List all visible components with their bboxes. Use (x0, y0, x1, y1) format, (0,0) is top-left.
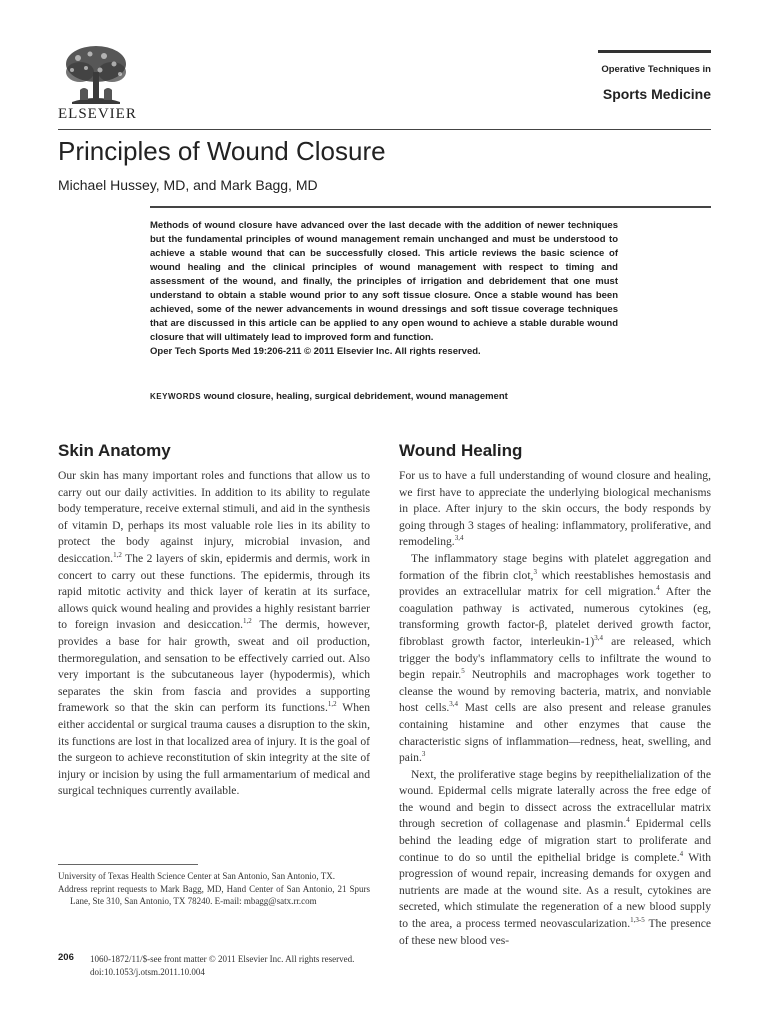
text-run: When either accidental or surgical trauma causes a disruption to the skin, its functions are lost in that localized area of injury. It is the goal of the surgeon to achieve reconstitution of skin integrity at the site of injury or incision by using the full armamentarium of medical and surgical techniques currently available. (58, 701, 370, 798)
text-run: Next, the proliferative stage begins by reepithelialization of the wound. Epidermal cells migrate laterally across the free edge of the wound and begin to dissect across the extracellular matrix through secretion of collagenase and plasmin. (399, 767, 711, 831)
citation-ref: 4 (626, 816, 630, 825)
text-run: are released, which trigger the body's inflammatory cells to infiltrate the wound to begin repair. (399, 634, 711, 682)
text-run: The inflammatory stage begins with platelet aggregation and formation of the fibrin clot, (399, 551, 711, 582)
citation-ref: 3,4 (594, 634, 603, 643)
citation-ref: 3,4 (449, 700, 458, 709)
journal-name-line1: Operative Techniques in (601, 64, 711, 75)
abstract-rule (150, 206, 711, 208)
article-title: Principles of Wound Closure (58, 136, 386, 166)
text-run: Our skin has many important roles and functions that allow us to carry out our daily activities. In addition to its ability to regulate body temperature, receive external stimuli, and aid in the synthesis of vitamin D, perhaps its most valuable role lies in its ability to protect the body against injury, microbial invasion, and desiccation. (58, 469, 370, 565)
header-divider (58, 129, 711, 130)
citation-ref: 1,2 (327, 700, 337, 709)
text-run: After the coagulation pathway is activated, numerous cytokines (eg, transforming growth factor-β, platelet derived growth factor, fibroblast growth factor, interleukin-1) (399, 585, 711, 648)
citation-ref: 3,4 (454, 534, 464, 543)
journal-name-line2: Sports Medicine (602, 86, 711, 102)
paragraph-proliferative-stage (399, 767, 711, 950)
text-run: Mast cells are also present and release granules containing histamine and other enzymes that cause the characteristic signs of inflammation—redness, heat, swelling, and pain. (399, 701, 711, 765)
text-run: Neutrophils and macrophages work together to cleanse the wound by removing bacteria, matrix, and nonviable host cells. (399, 668, 711, 715)
citation-line: Oper Tech Sports Med 19:206-211 © 2011 Elsevier Inc. All rights reserved. (150, 346, 481, 357)
text-run: For us to have a full understanding of wound closure and healing, we first have to appreciate the underlying biological mechanisms in place. After injury to the skin occurs, the body responds by going through 3 stages of healing: inflammatory, proliferative, and remodeling. (399, 469, 711, 549)
citation-ref: 4 (656, 584, 660, 593)
citation-ref: 5 (461, 667, 465, 676)
abstract-text: Methods of wound closure have advanced over the last decade with the addition of newer techniques but the fundamental principles of wound management remain unchanged and must be understood to achieve a stable wound that can be successfully closed. This article reviews the basic science of wound healing and the clinical principles of wound management with respect to timing and assessment of the wound, and finally, the principles of irrigation and debridement that one must understand to obtain a stable wound prior to any soft tissue closure. Once a stable wound has been achieved, some of the newer advancements in wound dressings and soft tissue coverage techniques that are discussed in this article can be applied to any open wound to achieve a stable durable wound closure that will ultimately lead to improved form and function. (150, 220, 618, 343)
citation-ref: 4 (679, 849, 684, 858)
text-run: The dermis, however, provides a base for hair growth, sweat and oil production, thermoregulation, and sensation to be effectively carried out. Also very important is the subcutaneous layer (hypodermis), which separates the skin from fascia and provides a supporting framework so that the skin can perform its functions. (58, 618, 370, 715)
section-heading-skin-anatomy: Skin Anatomy (58, 441, 171, 460)
text-run: Epidermal cells behind the leading edge of migration start to proliferate and continue to do so until the epithelial bridge is complete. (399, 817, 711, 864)
affiliation: University of Texas Health Science Center at San Antonio, San Antonio, TX. (58, 871, 335, 881)
section-heading-wound-healing: Wound Healing (399, 441, 523, 460)
journal-rule (598, 50, 711, 53)
copyright-line: 1060-1872/11/$-see front matter © 2011 Elsevier Inc. All rights reserved. (90, 954, 355, 964)
page-footer (90, 953, 354, 979)
citation-ref: 3 (533, 567, 537, 576)
footnote (58, 870, 370, 908)
footnote-rule (58, 864, 198, 865)
abstract (150, 219, 618, 359)
page-number: 206 (58, 952, 74, 963)
right-column-body (399, 468, 711, 949)
paragraph-wound-healing-intro (399, 468, 711, 551)
citation-ref: 3 (421, 750, 426, 759)
citation-ref: 1,3-5 (630, 916, 645, 925)
doi-line: doi:10.1053/j.otsm.2011.10.004 (90, 967, 205, 977)
citation-ref: 1,2 (243, 617, 252, 626)
text-run: The 2 layers of skin, epidermis and dermis, work in concert to carry out these functions. The epidermis, through its rapid mitotic activity and thick layer of keratin at its surface, allows quick wound healing and provides a highly resistant barrier to foreign invasion and desiccation. (58, 551, 370, 632)
citation-ref: 1,2 (113, 551, 122, 560)
keywords-text: wound closure, healing, surgical debridement, wound management (203, 391, 508, 402)
text-run: The presence of these new blood ves- (399, 917, 712, 947)
left-column-body (58, 468, 370, 800)
reprint-address: Address reprint requests to Mark Bagg, MD, Hand Center of San Antonio, 21 Spurs Lane, Ste 310, San Antonio, TX 78240. E-mail: mbagg@satx.rr.com (58, 883, 370, 906)
article-authors: Michael Hussey, MD, and Mark Bagg, MD (58, 177, 318, 193)
paragraph-skin-anatomy (58, 468, 370, 800)
keywords-label: KEYWORDS (150, 392, 202, 401)
paragraph-inflammatory-stage (399, 551, 711, 767)
publisher-name: ELSEVIER (58, 106, 137, 122)
text-run: which reestablishes hemostasis and provides an extracellular matrix for cell migration. (399, 568, 711, 599)
keywords-line (150, 391, 620, 402)
text-run: With progression of wound repair, increasing demands for oxygen and nutrients are made at the wound site. As a result, cytokines are secreted, which stimulate the regeneration of a new blood supply to the area, a process termed neovascularization. (399, 850, 711, 931)
